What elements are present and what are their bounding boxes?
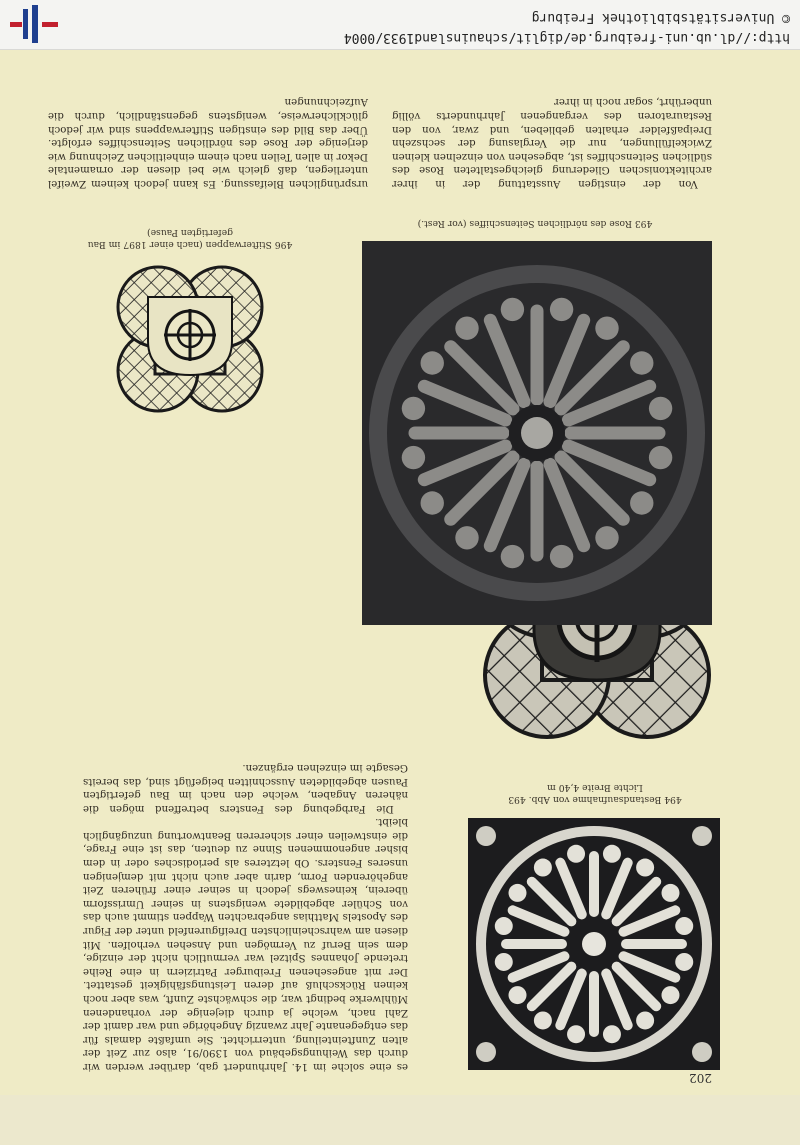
body-text-upper: [83, 760, 408, 1073]
document-url[interactable]: http://dl.ub.uni-freiburg.de/diglit/schauinsland1933/0004: [343, 30, 790, 45]
tracery-trefoil: [455, 317, 478, 340]
tracery-trefoil: [675, 917, 693, 935]
body-text-lower-left: [392, 95, 712, 190]
figure-496-caption-line-2: gefertigten Pause): [147, 227, 233, 238]
library-credit: © Universitätsbibliothek Freiburg: [531, 10, 790, 25]
tracery-trefoil: [421, 491, 444, 514]
paragraph-2: Die Farbgebung des Fensters betreffend mögen die näheren Angaben, welche den nach im Bau gefertigten Pausen abgebildeten Ausschnitten beigefügt sind, das bereits Gesagte im einzelnen ergänzen.: [83, 761, 408, 814]
tracery-trefoil: [501, 298, 524, 321]
tracery-trefoil: [661, 986, 679, 1004]
tracery-trefoil: [567, 1025, 585, 1043]
tracery-trefoil: [636, 1011, 654, 1029]
tracery-trefoil: [649, 446, 672, 469]
tracery-trefoil: [675, 953, 693, 971]
rose-drawing-image: [468, 818, 720, 1070]
tracery-trefoil: [402, 397, 425, 420]
tracery-trefoil: [595, 317, 618, 340]
paragraph-4: ursprünglichen Bleifassung. Es kann jedoch keinem Zweifel unterliegen, daß gleich wie bei diesen der ornamentale Dekor in allen Teilen nach einem einheitlichen Zeichnung wie derjenige der Rose des nördlichen Seitenschiffes erfolgte. Über das Bild des einstigen Stifterwappens sind wir jedoch glücklicherweise, wenigstens gegenständlich, durch die Aufzeichnungen: [48, 96, 368, 189]
tracery-trefoil: [603, 845, 621, 863]
figure-496-caption: [40, 226, 340, 250]
tracery-trefoil: [509, 986, 527, 1004]
tracery-trefoil: [630, 351, 653, 374]
page-number: 202: [689, 1071, 712, 1085]
tracery-trefoil: [501, 545, 524, 568]
tracery-trefoil: [534, 1011, 552, 1029]
figure-493-rose-photo: [362, 241, 712, 625]
figure-493-caption: [350, 217, 720, 229]
tracery-trefoil: [550, 298, 573, 321]
figure-496-caption-line-1: 496 Stifterwappen (nach einer 1897 im Bau: [87, 239, 293, 250]
figure-494-caption-line-1: 494 Bestandsaufnahme von Abb. 493: [508, 794, 682, 805]
rose-photo-image: [362, 241, 712, 625]
tracery-trefoil: [495, 917, 513, 935]
tracery-trefoil: [661, 884, 679, 902]
tracery-trefoil: [509, 884, 527, 902]
figure-494-rose-drawing: [468, 818, 720, 1070]
tracery-trefoil: [567, 845, 585, 863]
crest-tracing-image: [110, 259, 270, 419]
figure-494-caption: [450, 781, 740, 805]
tracery-trefoil: [495, 953, 513, 971]
paragraph-3: Von der einstigen Ausstattung der in ihrer architektonischen Gliederung gleichgestalteten Rose des südlichen Seitenschiffes ist, abgesehen von einzelnen kleinen Zwickelfüllungen, nur die Verglasung der sechszehn Dreipaßfelder erhalten geblieben, und zwar, von den Restauratoren des vergangenen Jahrhunderts völlig unberührt, sogar noch in ihrer: [392, 96, 712, 189]
figure-493-caption-line-1: 493 Rose des nördlichen Seitenschiffes (vor Rest.): [417, 218, 653, 229]
tracery-trefoil: [595, 526, 618, 549]
paragraph-1: es eine solche im 14. Jahrhundert gab, darüber werden wir durch das Weihungsgebäud von 1390/91, also zur Zeit der alten Zunfteinteilung, unterrichtet. Sie umfaßte damals für das entgegenante Jahr zwanzig Angehörige und war damit der Zahl nach, welche ja durch diejenige der vorhandenen Mühlwerke bedingt war, die schwächste Zunft, was aber noch keinen Rückschluß auf deren Leistungsfähigkeit gestattet. Der mit angesehenen Freiburger Patriziern in eine Reihe tretende Johannes Spitzel war vermutlich nicht der einzige, dem sein Beruf zu Vermögen und Ansehen verholfen. Mit diesen am wahrscheinlichsten Dreifigurenfeld unter der Figur des Apostels Matthias angebrachten Wappen stimmt auch das von Schüler abgebildete wenigstens in seiner Umrissform überein, keineswegs jedoch in seiner einer früheren Zeit angehörenden Form, darin aber auch nicht mit demjenigen unseres Fensters. Ob letzteres als periodisches oder in dem bisher angenommenen Sinne zu deuten, das ist eine Frage, die einstweilen einer sichereren Beantwortung unzugänglich bleibt.: [83, 816, 408, 1072]
tracery-trefoil: [603, 1025, 621, 1043]
body-text-lower-right: [48, 95, 368, 190]
tracery-trefoil: [421, 351, 444, 374]
tracery-trefoil: [534, 859, 552, 877]
university-library-logo-icon: [10, 5, 58, 43]
tracery-trefoil: [402, 446, 425, 469]
tracery-trefoil: [630, 491, 653, 514]
figure-496-crest-tracing: [110, 259, 270, 419]
tracery-trefoil: [636, 859, 654, 877]
tracery-trefoil: [550, 545, 573, 568]
library-header-bar: [0, 0, 800, 50]
tracery-trefoil: [649, 397, 672, 420]
tracery-trefoil: [455, 526, 478, 549]
figure-494-caption-line-2: Lichte Breite 4,40 m: [547, 782, 643, 793]
